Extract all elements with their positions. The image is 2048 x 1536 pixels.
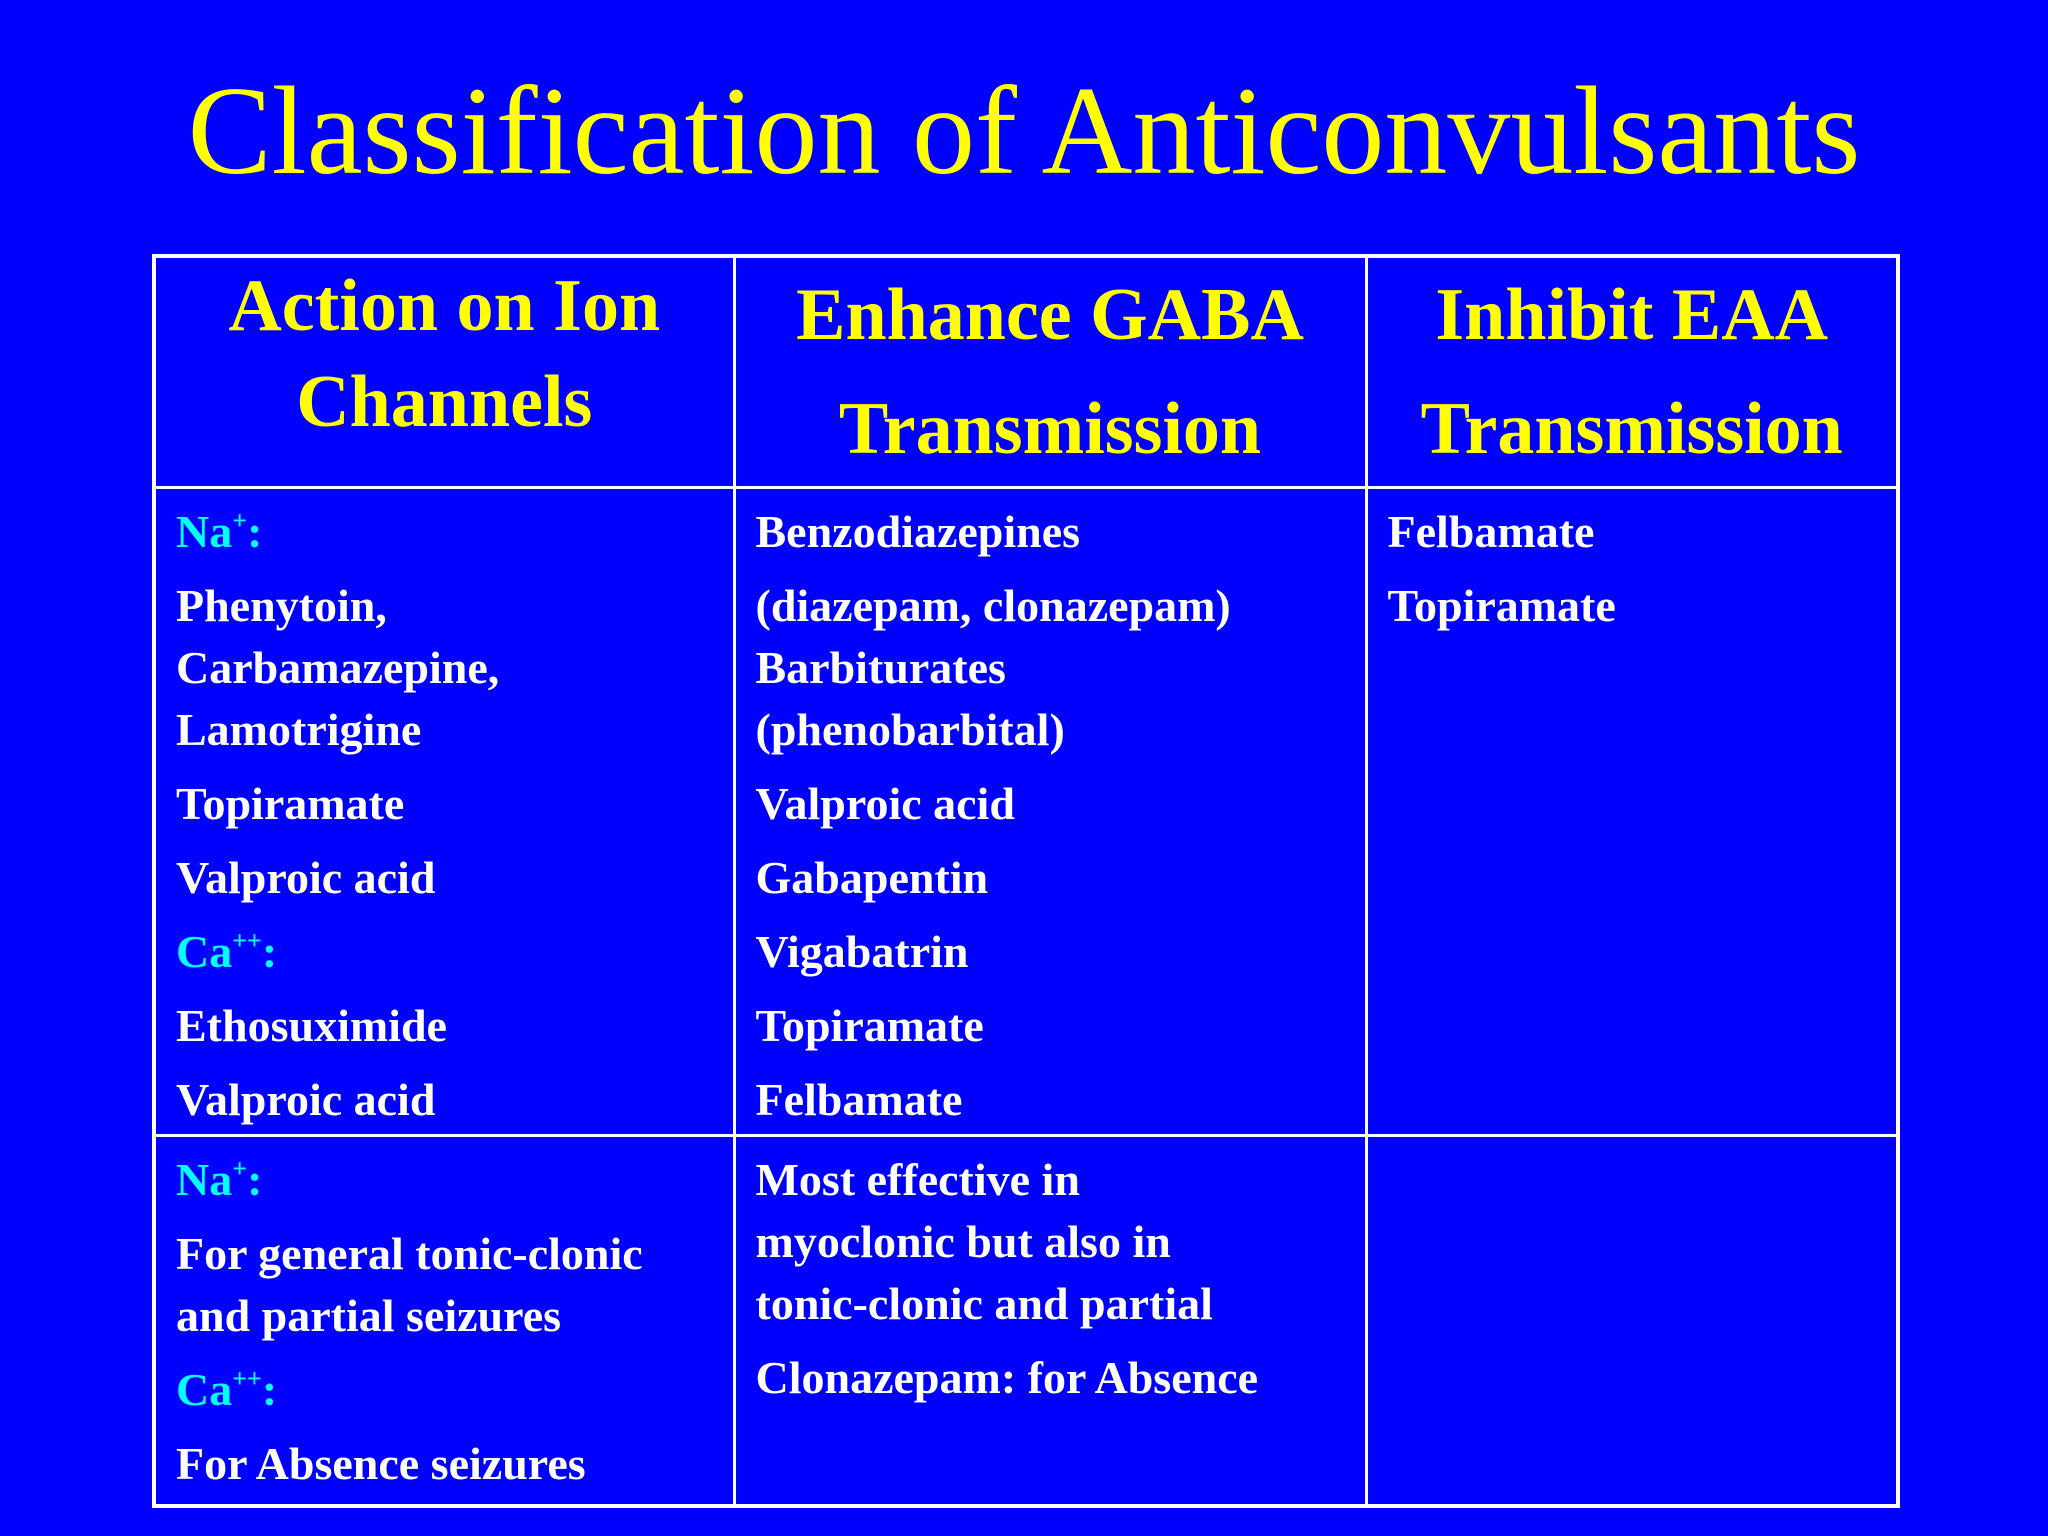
list-item: Phenytoin, bbox=[176, 580, 387, 631]
cell-ion-channel-notes bbox=[154, 1136, 734, 1506]
na-label: Na+: bbox=[176, 1154, 263, 1205]
header-inhibit-eaa-line-1: Inhibit EAA bbox=[1435, 274, 1829, 356]
list-item: Lamotrigine bbox=[176, 704, 422, 755]
list-item: Felbamate bbox=[1387, 506, 1595, 557]
list-item: Topiramate bbox=[1387, 580, 1616, 631]
list-item: Barbiturates bbox=[755, 642, 1006, 693]
ca-label: Ca++: bbox=[176, 926, 278, 977]
list-item: Topiramate bbox=[755, 1000, 984, 1051]
cell-eaa-notes bbox=[1366, 1136, 1898, 1506]
header-enhance-gaba bbox=[734, 256, 1366, 488]
header-ion-channels-line-2: Channels bbox=[296, 361, 593, 443]
note-text: For Absence seizures bbox=[176, 1438, 586, 1489]
note-text: tonic-clonic and partial bbox=[755, 1278, 1213, 1329]
list-item: Valproic acid bbox=[176, 1074, 436, 1125]
list-item: Carbamazepine, bbox=[176, 642, 500, 693]
header-enhance-gaba-line-2: Transmission bbox=[838, 388, 1262, 470]
table-header-row bbox=[154, 256, 1898, 488]
list-item: Vigabatrin bbox=[755, 926, 969, 977]
list-item: Valproic acid bbox=[755, 778, 1015, 829]
classification-table-wrapper bbox=[152, 254, 1896, 1502]
table-row-drugs bbox=[154, 488, 1898, 1136]
cell-gaba-notes bbox=[734, 1136, 1366, 1506]
table-row-notes bbox=[154, 1136, 1898, 1506]
classification-table bbox=[152, 254, 1900, 1508]
note-text: Clonazepam: for Absence bbox=[755, 1352, 1259, 1403]
list-item: (phenobarbital) bbox=[755, 704, 1065, 755]
header-ion-channels bbox=[154, 256, 734, 488]
header-enhance-gaba-line-1: Enhance GABA bbox=[796, 274, 1304, 356]
na-label: Na+: bbox=[176, 506, 263, 557]
note-text: For general tonic-clonic bbox=[176, 1228, 643, 1279]
cell-gaba-drugs bbox=[734, 488, 1366, 1136]
list-item: Gabapentin bbox=[755, 852, 989, 903]
list-item: Topiramate bbox=[176, 778, 405, 829]
list-item: Benzodiazepines bbox=[755, 506, 1081, 557]
ca-label: Ca++: bbox=[176, 1364, 278, 1415]
list-item: Ethosuximide bbox=[176, 1000, 447, 1051]
slide-title: Classification of Anticonvulsants bbox=[187, 62, 1861, 201]
header-ion-channels-line-1: Action on Ion bbox=[228, 265, 661, 347]
header-inhibit-eaa-line-2: Transmission bbox=[1420, 388, 1843, 470]
header-inhibit-eaa bbox=[1366, 256, 1898, 488]
cell-ion-channel-drugs bbox=[154, 488, 734, 1136]
list-item: Valproic acid bbox=[176, 852, 436, 903]
list-item: Felbamate bbox=[755, 1074, 963, 1125]
cell-eaa-drugs bbox=[1366, 488, 1898, 1136]
list-item: (diazepam, clonazepam) bbox=[755, 580, 1231, 631]
note-text: Most effective in bbox=[755, 1154, 1080, 1205]
note-text: myoclonic but also in bbox=[755, 1216, 1171, 1267]
note-text: and partial seizures bbox=[176, 1290, 562, 1341]
